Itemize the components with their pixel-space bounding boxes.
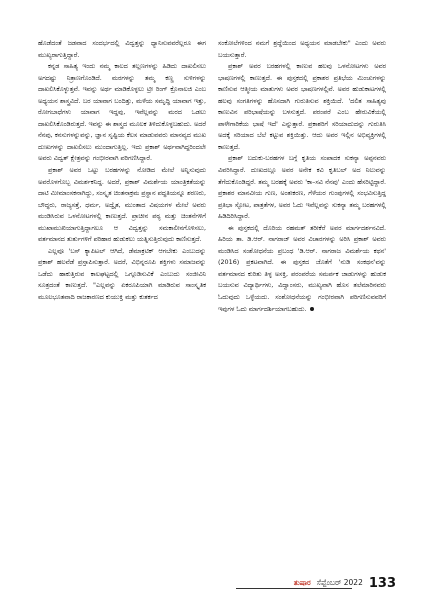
right-paragraph-4 xyxy=(218,223,386,315)
right-paragraph-3: ಪ್ರಕಾಶ್ ಬದುಕು-ಬರಹಗಳ ಬಗ್ಗೆ ಕೃತಿಯ ಸಂಪಾದಕ ಸುಕನ್ಯಾ ಅಪ್ಪನವರು ವಿವರಿಸಿದ್ದಾರೆ. ದುಃಖದಲ್ಲೂ ಅವರ ಅನೇಕ ಕವಿ ಕೃತಿಬಲ್ ಅದ ನಿಲುವನ್ನು ತೆಗೆದುಕೊಂಡಿದ್ದರೆ. ತಮ್ಮ ಬರಹಕ್ಕೆ ಅವರು 'ಕಾ–ಸವಿ ನೆನಪು' ಎಂದು ಹೆಸರಿಟ್ಟಿದ್ದಾರೆ. ಪ್ರಕಾಶರ ಮಾನವೀಯ ಗುಣ, ಅಂತಃಕರಣ, ಗೆಳೆಯರ ಗುಂಪುಗಳಲ್ಲಿ ಸಂಭವಿಸುತ್ತಿದ್ದ ಪ್ರತಿಭಾ ಸ್ಫೋಟ, ಪಾತ್ರತೆಗಳ, ಅವರ ಓದು ಇವೆಲ್ಲವನ್ನು ಸುಕನ್ಯಾ ತಮ್ಮ ಬರಹಗಳಲ್ಲಿ ಹಿಡಿದಿರಿಸಿದ್ದಾರೆ. xyxy=(218,154,386,221)
page-number: 133 xyxy=(368,575,396,591)
left-paragraph-4: ಎಲ್ಲವೂ 'ಬಸ್ ಕ್ಯಾಪಿಟಲ್ ಆಗಿದೆ, ಡೆಮಾಕ್ರಟಿಕ್ ಆಗಬೇಕು ಎಂಬುದನ್ನು ಪ್ರಕಾಶ್ ಹಲವೆಡೆ ಪ್ರಸ್ತಾಪಿಸುತ್ತಾರೆ. ಅದರೆ, ವಿಭಿನ್ನರೂಪಿ ಶಕ್ತಿಗಳು ಸಮಾಜವನ್ನು ಒಡೆದು ಹಾಕುತ್ತಿರುವ ಕಾಲಘಟ್ಟದಲ್ಲಿ ಒಗ್ಗೂಡಿಸುವಿಕೆ ಎಂಬುದು ಸಂಜೀವಿನಿ ಸೂತ್ರದಂತೆ ಕಾಣುತ್ತದೆ. "ಎಲ್ಲವನ್ನು ಏಕರೂಪಿಯಾಗಿ ಮಾಡಿರುವ ಸಾಂಸ್ಕೃತಿಕ ಮೂಲಭೂತವಾದಿ ರಾಜಕಾರಣದ ಕುಯುಕ್ತಿ ಮತ್ತು ಕುತರ್ಕದ xyxy=(38,246,206,302)
footer-rule xyxy=(236,588,352,589)
right-paragraph-2: ಪ್ರಕಾಶ್ ಅವರ ಬರಹಗಳಲ್ಲಿ ಕಾಣುವ ಹಲವು ಒಳನೋಟಗಳು ಅವರ ಭಾಷಣಗಳಲ್ಲಿ ಕಾಣುತ್ತದೆ. ಈ ಪುಸ್ತಕದಲ್ಲಿ ಪ್ರಕಾಶರ ಪ್ರತಿಭೆಯ ಮಿಂಚುಗಳನ್ನು ಕಾಣಿಸುವ ಆತ್ಮೀಯ ಮಾತುಗಳು ಅವರ ಭಾಷಣಗಳಲ್ಲಿವೆ. ಅವರ ಹುಡುಕಾಟಗಳಲ್ಲಿ ಹಲವು ಸಂಗತಿಗಳನ್ನು ಹೊಸದಾಗಿ ಗುರುತಿಸುವ ಶಕ್ತಿಯಿದೆ. 'ದಲಿತ ಸಾಹಿತ್ಯವು ಕಾಣುವಿನ ಪರಿಭಾಷೆಯನ್ನು ಬಳಸುತ್ತದೆ. ಪರಂಪರೆ ಎಂಬ ಹೇರುವಿಕೆಯಲ್ಲಿ ಪಾಳೇಗಾರಿಕೆಯ ಭಾಷೆ ಇದೆ' ಎನ್ನುತ್ತಾರೆ. ಪ್ರಕಾಶರಿಗೆ ಸರಿಯಾದುದನ್ನು ಗುರುತಿಸಿ ಅದಕ್ಕೆ ಸರಿಯಾದ ಬೆಲೆ ಕಟ್ಟುವ ಶಕ್ತಿಯಿತ್ತು. ಆದು ಅವರ ಇಲ್ಲಿನ ಅಭಿವ್ಯಕ್ತಿಗಳಲ್ಲಿ ಕಾಣುತ್ತದೆ. xyxy=(218,62,386,151)
left-paragraph-1: ಹೊಡೆದಂತೆ ಜಡವಾದ ಸಂದರ್ಭದಲ್ಲಿ ವಿದ್ವತ್ತನ್ನು ಧ್ಯಾನಿಸುವವರೆಲ್ಲರೂ ಈಗ ಮುಖ್ಯರಾಗುತ್ತಿದ್ದಾರೆ. xyxy=(38,39,206,59)
right-paragraph-1: ಸಂಕೋಲೆಗಳಿಂದ ನಮಗೆ ಶ್ರದ್ಧೆಯಿಂದ ಅಧ್ಯಯನ ಮಾಡಬೇಕು" ಎಂದು ಅವರು ಬಯಸುತ್ತಾರೆ. xyxy=(218,39,386,59)
issue-date: ಸೆಪ್ಟೆಂಬರ್ 2022 xyxy=(316,578,363,587)
end-mark-icon xyxy=(310,307,314,311)
page-footer xyxy=(236,575,396,591)
magazine-name: ತುಷಾರ xyxy=(293,578,311,587)
left-paragraph-3: ಪ್ರಕಾಶ್ ಅವರ ಒಟ್ಟು ಬರಹಗಳನ್ನು ನೋಡಿದ ಮೇಲೆ ಅನ್ನಿಸುವುದು ಅವರೊಳಗೊಬ್ಬ ವಿಮರ್ಶಕನಿದ್ದ. ಅದರೆ, ಪ್ರಕಾಶ್ ವಿಮರ್ಶೆಯ ಯಾಂತ್ರಿಕತೆಯನ್ನು ದಾಟಿ ಮೀಮಾಂಸಕನಾಗಿದ್ದು, ಸಂಸ್ಕೃತ ಚಿಂತನಾಕ್ರಮ ಪ್ರಸ್ಥಾನ ಪದ್ಧತಿಯನ್ನೂ ಶರಣರು, ಬೌದ್ಧರು, ರಾಜ್ಯಸತ್ತೆ, ಧರ್ಮ, ಅದ್ವೈತ, ಮುಂತಾದ ವಿಷಯಗಳ ಮೇಲೆ ಅವರು ಮಂಡಿಸಿರುವ ಒಳನೋಟಗಳಲ್ಲಿ ಕಾಣುತ್ತದೆ. ಪ್ರಾಚೀನ ಪಠ್ಯ ಮತ್ತು ಚಿಂತನೆಗಳಿಗೆ ಮುಖಾಮುಖಿಯಾಗುತ್ತಿದ್ದಾಗಲೂ ಆ ವಿದ್ವತ್ತನ್ನು ಸಮಕಾಲೀನಗೊಳಿಸಲು, ವರ್ತಮಾನದ ತುರ್ತುಗಳಿಗೆ ಪರಿಹಾರ ಹುಡುಕಲು ಯತ್ನಿಸುತ್ತಿರುವುದು ಕಾಣಿಸುತ್ತದೆ. xyxy=(38,166,206,244)
left-paragraph-2: ಕನ್ನಡ ಸಾಹಿತ್ಯ ಇಂದು ನಮ್ಮ ಕಾಲದ ತಲ್ಲಣಗಳನ್ನು ಹಿಡಿದು ದಾಖಲಿಸಲು ಅಗದಷ್ಟು ನಿತ್ರಾಣಗೊಂಡಿದೆ. ಮರಗಳನ್ನು ತಮ್ಮ ಕಣ್ಣ ಸುಳಿಗಳನ್ನು ದಾಖಲಿಸಿಕೊಳ್ಳುತ್ತವೆ. ಇವನ್ನು ಅರ್ಥ ಮಾಡಿಕೊಳ್ಳಲು ಟ್ರೀ ರಿಂಗ್ ಕ್ರೊನಾಲಜಿ ಎಂಬ ಅಧ್ಯಯನ ಶಾಸ್ತ್ರವಿದೆ. ಬರ ಯಾವಾಗ ಬಂದಿತ್ತು, ಮಳೆಯ ಸಮೃದ್ಧಿ ಯಾವಾಗ ಇತ್ತು, ರೋಗಬಾಧೆಗಳು ಯಾವಾಗ ಇದ್ದವು, ಇವೆಲ್ಲವನ್ನು ಮರದ ಒಡಲು ದಾಖಲಿಸಿಕೊಂಡಿರುತ್ತದೆ. ಇವನ್ನು ಈ ಶಾಸ್ತ್ರದ ಮೂಲಕ ತಿಳಿದುಕೊಳ್ಳಬಹುದು. ಅದರೆ ನೆನಪು, ಕನಸುಗಳನ್ನುವನ್ನು, ಜ್ಞಾನ ಸೃಷ್ಟಿಯ ಕೆಲಸ ಮಾಡುವವರು ಮಾನವ್ಯದ ಮುಖ ದುಃಖಗಳನ್ನು ದಾಖಲಿಸಲು ಮುಂದಾಗುತ್ತಿಲ್ಲ. ಇದು ಪ್ರಕಾಶ್ ಅರ್ಥವಾಗಿದ್ದರಿಂದಲೇ ಅವರು ವಿದ್ವತ್ ಕ್ಷೇತ್ರವನ್ನು ಗಂಭೀರವಾಗಿ ಪರಿಗಣಿಸಿದ್ದಾರೆ. xyxy=(38,62,206,163)
left-column xyxy=(38,38,206,568)
right-paragraph-4-text: ಈ ಪುಸ್ತಕದಲ್ಲಿ ದೊರಿಯ ರಹಮತ್ ತರೀಕೆರೆ ಅವರ ಮಾರ್ಗದರ್ಶನವಿದೆ. ಹಿರಿಯ ತಾ. ಡಿ.ಆರ್. ನಾಗರಾಜ್ ಅವರ ವಿಚಾರಗಳನ್ನು ಅರಿಸಿ ಪ್ರಕಾಶ್ ಅವರು ಮಂಡಿಸಿದ ಸಂಶೋಧನೆಯ ಪ್ರಬಂಧ 'ಡಿ.ಆರ್. ನಾಗರಾಜ ವಿಮರ್ಶೆಯ ಕಥನ' (2016) ಪ್ರಕಟವಾಗಿದೆ. ಈ ಪುಸ್ತಕದ ಜೊತೆಗೆ 'ನುಡಿ ಸಂಕಥನ'ವನ್ನು ವರ್ತಮಾನದ ಕುರಿತು ತಿಳ್ಳ ಅಸಕ್ತಿ, ಪರಂಪರೆಯ ಸಮರ್ಪಕ ಜಾಡುಗಳನ್ನು ಹುಡುಕ ಬಯಸುವ ವಿದ್ಯಾರ್ಥಿಗಳು, ವಿದ್ವಾಂಸರು, ಮುಖ್ಯವಾಗಿ ಹೊಸ ತಲೆಮಾರಿನವರು ಓದುವುದು ಒಳ್ಳೆಯದು. ಸಂಶೋಧನೆಯನ್ನು ಗಂಭೀರವಾಗಿ ಪರಿಗಣಿಸುವವರಿಗೆ ಇವುಗಳ ಓದು ಮಾರ್ಗದರ್ಶಿಯಾಗಬಹುದು. xyxy=(218,223,386,313)
right-column xyxy=(218,38,386,548)
